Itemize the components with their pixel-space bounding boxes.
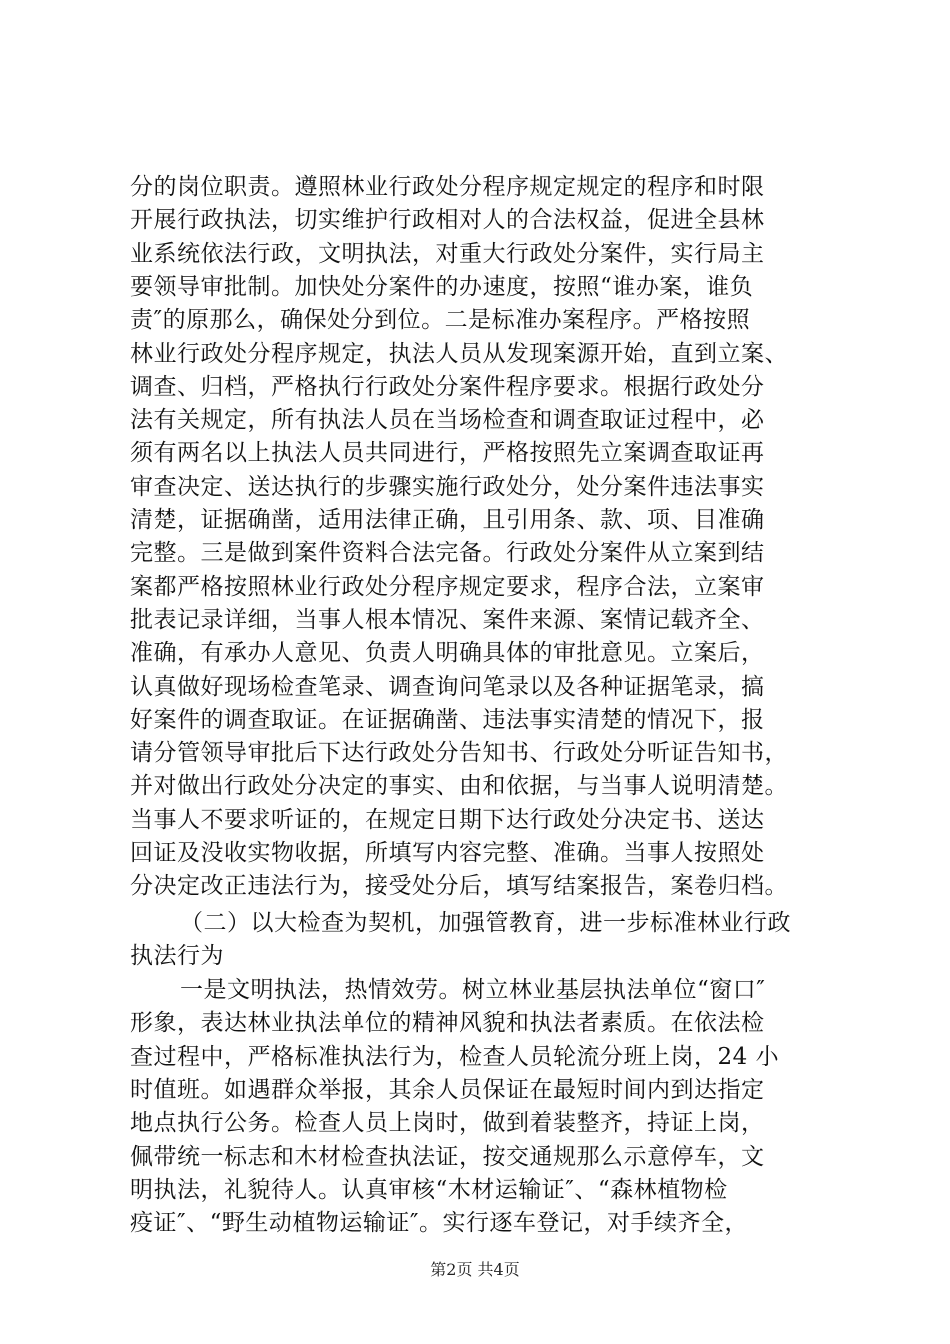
paragraph-line: 分的岗位职责。遵照林业行政处分程序规定规定的程序和时限 <box>130 174 765 200</box>
paragraph-line: 回证及没收实物收据，所填写内容完整、准确。当事人按照处 <box>130 840 765 866</box>
paragraph-line: 法有关规定，所有执法人员在当场检查和调查取证过程中，必 <box>130 407 765 434</box>
section-heading-line: 执法行为 <box>130 943 224 970</box>
paragraph-line: 当事人不要求听证的，在规定日期下达行政处分决定书、送达 <box>130 806 765 833</box>
paragraph-line: 认真做好现场检查笔录、调查询问笔录以及各种证据笔录，搞 <box>130 673 765 700</box>
paragraph-line: 责″的原那么，确保处分到位。二是标准办案程序。严格按照 <box>130 307 751 334</box>
section-heading-line: （二）以大检查为契机，加强管教育，进一步标准林业行政 <box>180 910 791 936</box>
paragraph-line: 完整。三是做到案件资料合法完备。行政处分案件从立案到结 <box>130 540 765 567</box>
paragraph-line: 须有两名以上执法人员共同进行，严格按照先立案调查取证再 <box>130 440 765 467</box>
paragraph-line: 请分管领导审批后下达行政处分告知书、行政处分听证告知书， <box>130 740 788 767</box>
paragraph-line: 林业行政处分程序规定，执法人员从发现案源开始，直到立案、 <box>130 340 788 367</box>
paragraph-line: 形象，表达林业执法单位的精神风貌和执法者素质。在依法检 <box>130 1010 765 1037</box>
paragraph-line: 要领导审批制。加快处分案件的办速度，按照“谁办案，谁负 <box>130 273 754 300</box>
paragraph-line: 案都严格按照林业行政处分程序规定要求，程序合法，立案审 <box>130 573 765 600</box>
paragraph-line: 调查、归档，严格执行行政处分案件程序要求。根据行政处分 <box>130 373 765 400</box>
paragraph-line: 查过程中，严格标准执法行为，检查人员轮流分班上岗，24 小 <box>130 1043 780 1070</box>
paragraph-line: 好案件的调查取证。在证据确凿、违法事实清楚的情况下，报 <box>130 706 765 733</box>
paragraph-line: 明执法，礼貌待人。认真审核“木材运输证″、“森林植物检 <box>130 1176 728 1203</box>
paragraph-line: 业系统依法行政，文明执法，对重大行政处分案件，实行局主 <box>130 240 765 267</box>
paragraph-line: 地点执行公务。检查人员上岗时，做到着装整齐，持证上岗， <box>130 1110 765 1137</box>
paragraph-line: 佩带统一标志和木材检查执法证，按交通规那么示意停车，文 <box>130 1143 765 1170</box>
paragraph-line: 准确，有承办人意见、负责人明确具体的审批意见。立案后， <box>130 640 765 667</box>
paragraph-line: 一是文明执法，热情效劳。树立林业基层执法单位“窗口″ <box>180 977 766 1003</box>
paragraph-line: 审查决定、送达执行的步骤实施行政处分，处分案件违法事实 <box>130 473 765 500</box>
paragraph-line: 批表记录详细，当事人根本情况、案件来源、案情记载齐全、 <box>130 606 765 633</box>
page-footer: 第2页 共4页 <box>430 1260 520 1279</box>
paragraph-line: 清楚，证据确凿，适用法律正确，且引用条、款、项、目准确 <box>130 507 765 533</box>
paragraph-line: 疫证″、“野生动植物运输证″。实行逐车登记，对手续齐全， <box>130 1210 748 1237</box>
paragraph-line: 分决定改正违法行为，接受处分后，填写结案报告，案卷归档。 <box>130 873 788 900</box>
paragraph-line: 并对做出行政处分决定的事实、由和依据，与当事人说明清楚。 <box>130 773 788 800</box>
paragraph-line: 时值班。如遇群众举报，其余人员保证在最短时间内到达指定 <box>130 1076 765 1103</box>
paragraph-line: 开展行政执法，切实维护行政相对人的合法权益，促进全县林 <box>130 207 765 234</box>
